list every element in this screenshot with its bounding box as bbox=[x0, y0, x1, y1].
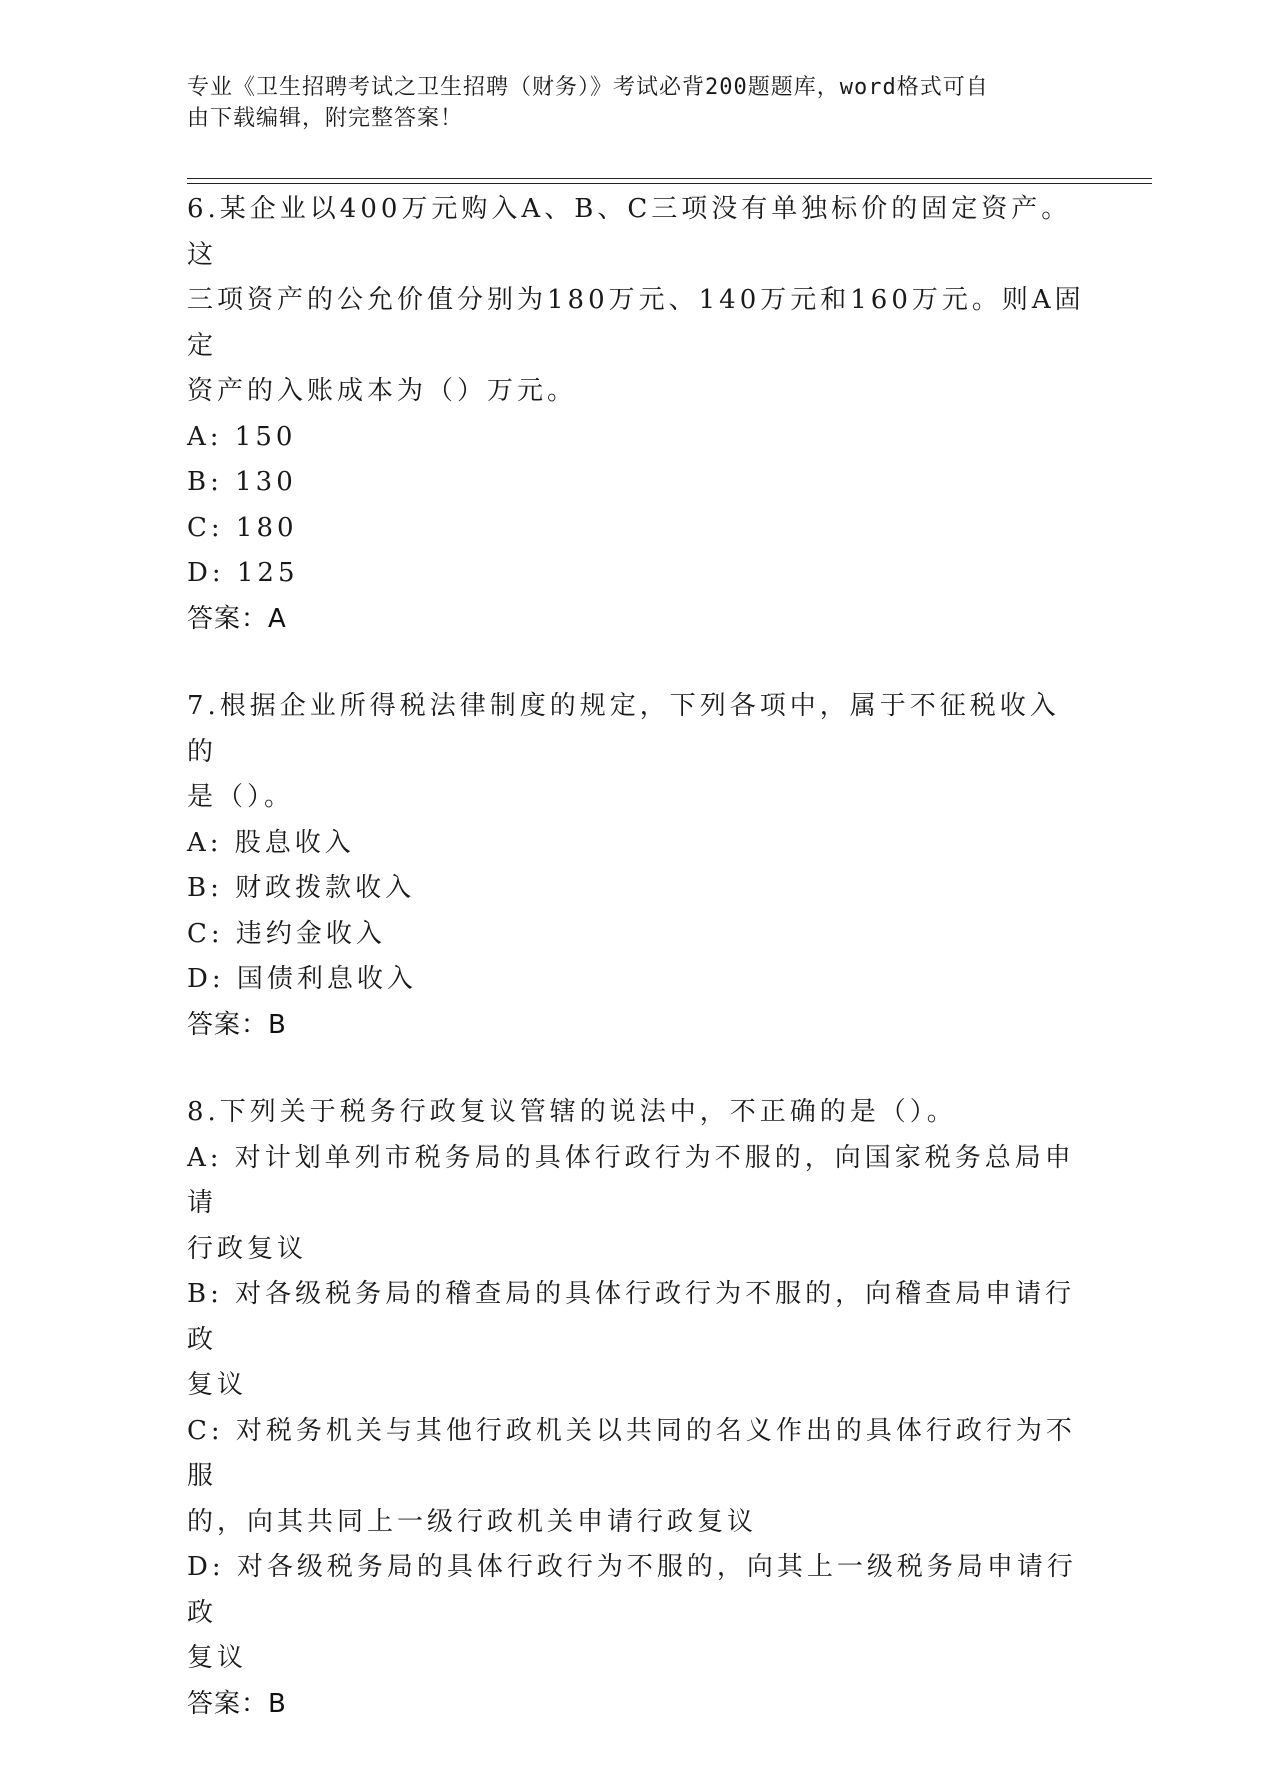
document-header bbox=[187, 72, 1067, 134]
question-6-stem-line-3: 资产的入账成本为（）万元。 bbox=[187, 376, 578, 406]
question-7-stem-line-2: 是（）。 bbox=[187, 782, 295, 812]
header-rule-top bbox=[187, 178, 1152, 179]
question-8-answer: 答案：B bbox=[187, 1688, 287, 1719]
question-8-option-b-line-1: B: 对各级税务局的稽查局的具体行政行为不服的，向稽查局申请行政 bbox=[187, 1279, 1076, 1355]
question-6-option-a: A: 150 bbox=[187, 421, 297, 452]
question-7-answer: 答案：B bbox=[187, 1009, 287, 1040]
question-8-option-b-line-2: 复议 bbox=[187, 1370, 248, 1400]
question-6-answer: 答案：A bbox=[187, 603, 287, 634]
question-7-option-d: D: 国债利息收入 bbox=[187, 964, 417, 994]
header-rule-bottom bbox=[187, 183, 1152, 184]
question-8-stem-line-1: 8.下列关于税务行政复议管辖的说法中，不正确的是（）。 bbox=[187, 1097, 957, 1127]
question-list bbox=[187, 187, 1087, 1769]
question-7-option-b: B: 财政拨款收入 bbox=[187, 873, 416, 903]
question-8-option-a-line-1: A: 对计划单列市税务局的具体行政行为不服的，向国家税务总局申请 bbox=[187, 1142, 1075, 1218]
question-7-option-a: A: 股息收入 bbox=[187, 827, 355, 858]
question-8-option-c-line-2: 的，向其共同上一级行政机关申请行政复议 bbox=[187, 1506, 758, 1537]
question-8-option-d-line-1: D: 对各级税务局的具体行政行为不服的，向其上一级税务局申请行政 bbox=[187, 1552, 1077, 1628]
question-7-stem-line-1: 7.根据企业所得税法律制度的规定，下列各项中，属于不征税收入的 bbox=[187, 691, 1060, 767]
question-6-option-b: B: 130 bbox=[187, 467, 297, 497]
question-8-option-d-line-2: 复议 bbox=[187, 1643, 248, 1673]
question-8-option-a-line-2: 行政复议 bbox=[187, 1233, 308, 1264]
question-6-option-c: C: 180 bbox=[187, 512, 298, 543]
question-8 bbox=[187, 1090, 1087, 1727]
header-line-2: 由下载编辑，附完整答案！ bbox=[187, 106, 464, 131]
question-6-stem-line-1: 6.某企业以400万元购入A、B、C三项没有单独标价的固定资产。这 bbox=[187, 194, 1072, 270]
question-6-stem-line-2: 三项资产的公允价值分别为180万元、140万元和160万元。则A固定 bbox=[187, 285, 1085, 361]
question-7-option-c: C: 违约金收入 bbox=[187, 918, 386, 949]
question-6-option-d: D: 125 bbox=[187, 558, 299, 588]
question-6 bbox=[187, 187, 1087, 642]
question-8-option-c-line-1: C: 对税务机关与其他行政机关以共同的名义作出的具体行政行为不服 bbox=[187, 1415, 1076, 1491]
header-line-1: 专业《卫生招聘考试之卫生招聘（财务）》考试必背200题题库，word格式可自 bbox=[187, 75, 989, 100]
question-7 bbox=[187, 684, 1087, 1048]
